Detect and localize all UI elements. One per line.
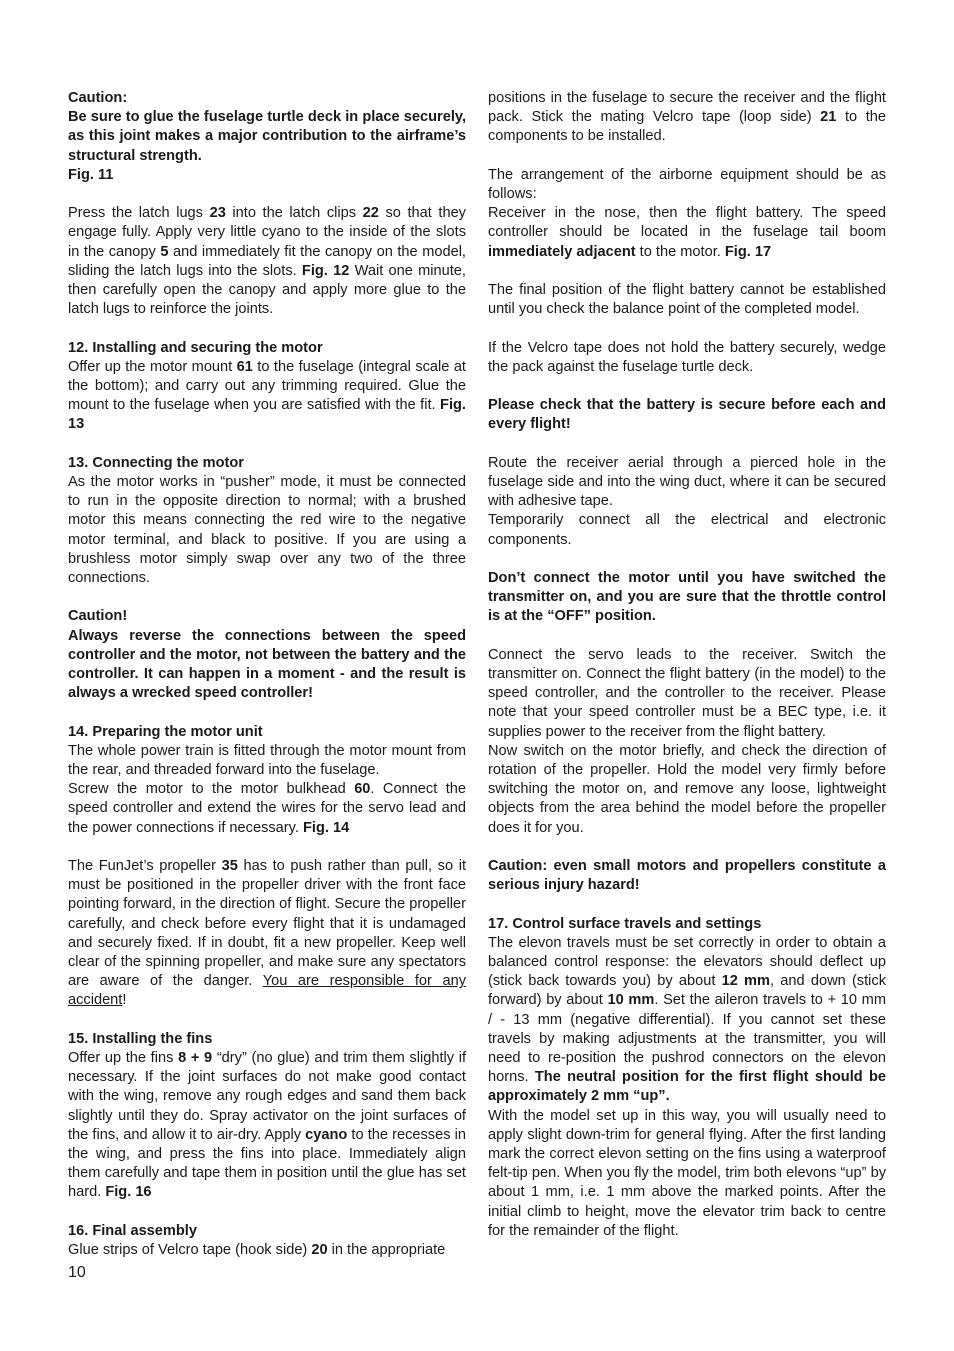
paragraph xyxy=(488,281,886,319)
paragraph-gap xyxy=(488,147,886,166)
text-run: Press the latch lugs xyxy=(68,205,210,222)
paragraph xyxy=(488,934,886,1107)
text-run: Connect the servo leads to the receiver. Switch the transmitter on. Connect the flight battery (in the model) to the speed controller, and the controller to the receiver. Please note that your speed controller must be a BEC type, i.e. it supplies power to the receiver from the flight battery. xyxy=(488,646,886,740)
paragraph xyxy=(488,742,886,838)
left-column xyxy=(68,89,466,1260)
paragraph xyxy=(488,89,886,147)
paragraph xyxy=(68,723,466,742)
paragraph-gap xyxy=(488,895,886,914)
text-run: Temporarily connect all the electrical and electronic components. xyxy=(488,512,886,548)
bold-text: Caution: even small motors and propellers constitute a serious injury hazard! xyxy=(488,858,886,894)
paragraph xyxy=(68,780,466,838)
bold-text: 16. Final assembly xyxy=(68,1222,197,1239)
text-run: Wait one minute, then carefully open the canopy and apply more glue to the latch lugs to reinforce the joints. xyxy=(68,262,466,318)
text-run: to the fuselage (integral scale at the bottom); and carry out any trimming required. Glue the mount to the fuselage when you are satisfied with the fit. xyxy=(68,358,466,414)
paragraph-gap xyxy=(488,319,886,338)
bold-text: immediately adjacent xyxy=(488,243,636,260)
bold-text: Fig. 11 xyxy=(68,166,114,183)
paragraph xyxy=(68,339,466,358)
bold-text: The neutral position for the first flight should be approximately 2 mm “up”. xyxy=(488,1069,886,1105)
text-run: and immediately fit the canopy on the model, sliding the latch lugs into the slots. xyxy=(68,243,466,279)
paragraph xyxy=(68,166,466,185)
paragraph-gap xyxy=(488,550,886,569)
bold-text: Fig. 14 xyxy=(302,819,350,836)
text-run: The final position of the flight battery cannot be established until you check the balance point of the completed model. xyxy=(488,282,886,318)
bold-text: Fig. 16 xyxy=(105,1184,152,1201)
paragraph xyxy=(68,1030,466,1049)
paragraph xyxy=(68,473,466,588)
text-run: Offer up the fins xyxy=(68,1050,179,1067)
bold-text: cyano xyxy=(305,1126,348,1143)
paragraph xyxy=(488,646,886,742)
text-run: in the appropriate xyxy=(327,1242,446,1259)
paragraph-gap xyxy=(68,1203,466,1222)
bold-text: 35 xyxy=(221,858,238,875)
bold-text: Fig. 17 xyxy=(724,243,772,260)
bold-text: Caution: xyxy=(68,90,128,106)
paragraph xyxy=(68,607,466,626)
paragraph xyxy=(68,1241,466,1260)
paragraph-gap xyxy=(488,377,886,396)
paragraph xyxy=(68,204,466,319)
underlined-text: You are responsible for any accident xyxy=(68,973,466,1009)
bold-text: 12 mm xyxy=(721,973,770,990)
paragraph xyxy=(488,204,886,262)
bold-text: 17. Control surface travels and settings xyxy=(488,915,762,932)
paragraph-gap xyxy=(68,703,466,722)
text-run: has to push rather than pull, so it must be positioned in the propeller driver with the front face pointing forward, in the direction of flight. Secure the propeller carefully, and check before every flight that it is undamaged and securely fixed. If in doubt, fit a new propeller. Keep well clear of the spinning propeller, and make sure any spectators are aware of the danger. xyxy=(68,858,466,990)
paragraph-gap xyxy=(68,1011,466,1030)
paragraph xyxy=(488,857,886,895)
paragraph xyxy=(488,166,886,204)
paragraph-gap xyxy=(68,185,466,204)
paragraph-gap xyxy=(68,435,466,454)
paragraph xyxy=(488,915,886,934)
paragraph-gap xyxy=(488,838,886,857)
bold-text: 12. Installing and securing the motor xyxy=(68,339,323,356)
bold-text: 23 xyxy=(209,205,226,222)
bold-text: 22 xyxy=(362,205,379,222)
bold-text: Be sure to glue the fuselage turtle deck in place securely, as this joint makes a major contribution to the airframe’s structural strength. xyxy=(68,109,466,164)
paragraph xyxy=(488,569,886,627)
paragraph xyxy=(488,511,886,549)
text-run: Now switch on the motor briefly, and check the direction of rotation of the propeller. Hold the model very firmly before switching the motor on, and remove any loose, lightweight objects from the area behind the model before the propeller does it for you. xyxy=(488,742,886,836)
text-run: Route the receiver aerial through a pierced hole in the fuselage side and into the wing duct, where it can be secured with adhesive tape. xyxy=(488,454,886,510)
text-run: , and down (stick forward) by about xyxy=(488,973,886,1009)
paragraph xyxy=(68,454,466,473)
bold-text: 14. Preparing the motor unit xyxy=(68,723,263,740)
bold-text: 20 xyxy=(311,1242,328,1259)
paragraph-gap xyxy=(488,262,886,281)
text-run: With the model set up in this way, you will usually need to apply slight down-trim for general flying. After the first landing mark the correct elevon setting on the fins using a waterproof felt-tip pen. When you fly the model, trim both elevons “up” by about 1 mm, i.e. 1 mm above the marked points. After the initial climb to height, move the elevator trim back to centre for the remainder of the flight. xyxy=(488,1107,886,1239)
bold-text: Don’t connect the motor until you have switched the transmitter on, and you are sure that the throttle control is at the “OFF” position. xyxy=(488,569,886,625)
bold-text: Always reverse the connections between the speed controller and the motor, not between the battery and the controller. It can happen in a moment - and the result is always a wrecked speed controller! xyxy=(68,627,466,702)
paragraph xyxy=(68,108,466,166)
text-run: positions in the fuselage to secure the receiver and the flight pack. Stick the mating Velcro tape (loop side) xyxy=(488,90,886,126)
paragraph xyxy=(488,339,886,377)
text-run: . Set the aileron travels to + 10 mm / - 13 mm (negative differential). If you cannot set these travels by making adjustments at the transmitter, you will need to re-position the pushrod connectors on the elevon horns. xyxy=(488,992,886,1086)
bold-text: 8 + 9 xyxy=(178,1050,213,1067)
paragraph-gap xyxy=(68,588,466,607)
bold-text: Please check that the battery is secure before each and every flight! xyxy=(488,397,886,433)
text-run: Receiver in the nose, then the flight battery. The speed controller should be located in the fuselage tail boom xyxy=(488,205,886,241)
paragraph-gap xyxy=(488,627,886,646)
text-run: If the Velcro tape does not hold the battery securely, wedge the pack against the fuselage turtle deck. xyxy=(488,339,886,375)
paragraph xyxy=(68,89,466,108)
text-run: Offer up the motor mount xyxy=(68,358,237,375)
page-number: 10 xyxy=(68,1264,86,1281)
bold-text: 61 xyxy=(236,358,253,375)
text-run: The elevon travels must be set correctly in order to obtain a balanced control response: the elevators should deflect up (stick back towards you) by about xyxy=(488,934,886,990)
text-run: As the motor works in “pusher” mode, it must be connected to run in the opposite direction to normal; with a brushed motor this means connecting the red wire to the negative motor terminal, and black to positive. If you are using a brushless motor simply swap over any two of the three connections. xyxy=(68,474,466,587)
bold-text: 10 mm xyxy=(607,992,655,1009)
text-run: to the motor. xyxy=(635,243,725,260)
text-run: “dry” (no glue) and trim them slightly if necessary. If the joint surfaces do not make good contact with the wing, remove any rough edges and sand them back slightly until they do. Spray activator on the joint surfaces of the fins, and allow it to air-dry. Apply xyxy=(68,1050,466,1143)
text-run: so that they engage fully. Apply very little cyano to the inside of the slots in the canopy xyxy=(68,205,466,260)
text-run: ! xyxy=(122,992,127,1009)
paragraph-gap xyxy=(68,838,466,857)
bold-text: 21 xyxy=(820,109,837,126)
text-run: Glue strips of Velcro tape (hook side) xyxy=(68,1242,312,1259)
text-run: . Connect the speed controller and extend the wires for the servo lead and the power connections if necessary. xyxy=(68,781,466,836)
bold-text: Fig. 13 xyxy=(68,397,466,433)
bold-text: 13. Connecting the motor xyxy=(68,454,244,471)
right-column xyxy=(488,89,886,1241)
paragraph xyxy=(488,1107,886,1241)
bold-text: Fig. 12 xyxy=(301,262,350,279)
text-run: to the recesses in the wing, and press the fins into place. Immediately align them carefully and tape them in position until the glue has set hard. xyxy=(68,1126,466,1201)
paragraph xyxy=(488,396,886,434)
text-run: The arrangement of the airborne equipment should be as follows: xyxy=(488,166,886,202)
text-run: The whole power train is fitted through the motor mount from the rear, and threaded forward into the fuselage. xyxy=(68,742,466,779)
paragraph xyxy=(68,857,466,1011)
paragraph-gap xyxy=(68,319,466,338)
paragraph xyxy=(68,1222,466,1241)
paragraph xyxy=(68,742,466,780)
paragraph xyxy=(488,454,886,512)
paragraph xyxy=(68,358,466,435)
text-run: The FunJet’s propeller xyxy=(68,858,222,875)
bold-text: 60 xyxy=(354,781,371,798)
bold-text: 15. Installing the fins xyxy=(68,1030,213,1047)
text-run: into the latch clips xyxy=(225,205,363,222)
paragraph-gap xyxy=(488,435,886,454)
paragraph xyxy=(68,627,466,704)
bold-text: 5 xyxy=(160,243,169,260)
paragraph xyxy=(68,1049,466,1203)
text-run: to the components to be installed. xyxy=(488,109,886,145)
bold-text: Caution! xyxy=(68,608,128,625)
text-run: Screw the motor to the motor bulkhead xyxy=(68,781,355,798)
